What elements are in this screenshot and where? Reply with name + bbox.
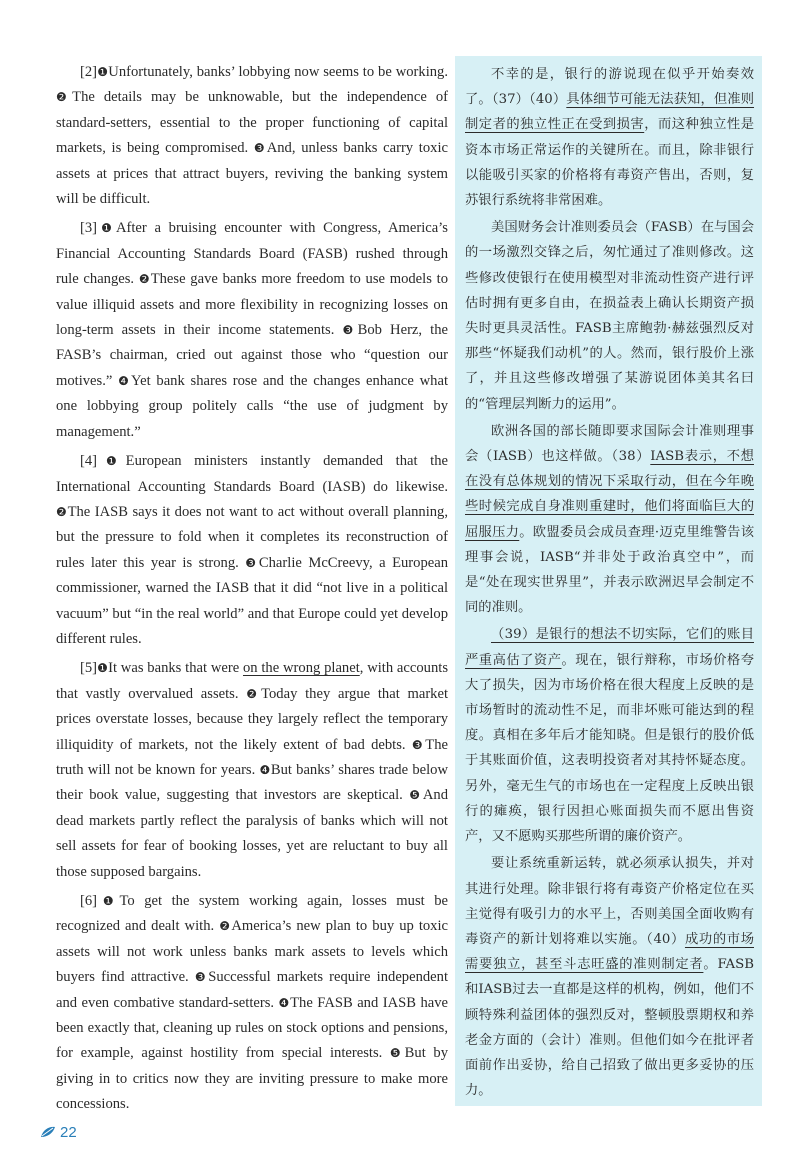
underlined-phrase: on the wrong planet	[242, 660, 360, 677]
paragraph-number: [6]	[80, 893, 98, 909]
sentence: The FASB and IASB have been exactly that, cleaning up rules on stock options and pensions, for example, against hostility from special interests.	[56, 994, 449, 1062]
sentence: Charlie McCreevy, a European commissioner, warned the IASB that it did “not live in a political vacuum” but “in the real world” and that Europe could yet develop different rules.	[56, 554, 449, 647]
sentence: America’s new plan to buy up toxic assets will not work unless banks mark assets to levels which buyers find attractive.	[56, 918, 449, 986]
english-paragraph-3	[56, 216, 448, 445]
paragraph-number: [4]	[80, 453, 98, 470]
sentence: The details may be unknowable, but the independence of standard-setters, essential to the proper functioning of capital markets, is being compromised.	[56, 89, 448, 157]
sentence: But by giving in to critics now they are inviting pressure to make more concessions.	[56, 1045, 448, 1113]
sentence-marker: ❹	[278, 995, 291, 1010]
chinese-paragraph-4	[465, 622, 754, 849]
translation-text: 美国财务会计准则委员会（FASB）在与国会的一场激烈交锋之后，匆忙通过了准则修改。这些修改使银行在使用模型对非流动性资产进行评估时拥有更多自由，在损益表上确认长期资产损失时更具灵活性。FASB主席鲍勃·赫兹强烈反对那些“怀疑我们动机”的人。然而，银行股价上涨了，并且这些修改增强了某游说团体美其名曰的“管理层判断力的运用”。	[465, 220, 754, 412]
sentence: And, unless banks carry toxic assets at prices that attract buyers, reviving the banking system will be difficult.	[56, 140, 448, 208]
paragraph-number: [5]	[80, 660, 98, 677]
sentence: Bob Herz, the FASB’s chairman, cried out against those who “question our motives.”	[56, 322, 448, 389]
page-number: 22	[60, 1123, 77, 1141]
sentence-marker: ❶	[97, 894, 120, 908]
underlined-answer: 具体细节可能无法获知，但准则制定者的独立性正在受到损害	[465, 92, 755, 133]
sentence-marker: ❸	[194, 970, 209, 985]
question-number: （37）（40）	[491, 92, 567, 108]
translation-text: 不幸的是，银行的游说现在似乎开始奏效了。	[465, 67, 754, 108]
sentence-marker: ❶	[97, 65, 109, 79]
english-text-column	[56, 60, 448, 1122]
chinese-paragraph-2	[465, 215, 754, 417]
leaf-icon	[40, 1125, 56, 1139]
sentence-marker: ❶	[97, 454, 126, 469]
sentence: Yet bank shares rose and the changes enhance what one lobbying group politely calls “the use of judgment by management.”	[56, 372, 448, 440]
sentence: Unfortunately, banks’ lobbying now seems to be working.	[108, 64, 448, 80]
sentence: To get the system working again, losses must be recognized and dealt with.	[56, 893, 448, 935]
sentence-marker: ❷	[56, 504, 68, 519]
sentence-marker: ❶	[97, 661, 109, 676]
question-number: （38）	[611, 449, 651, 465]
sentence: Today they argue that market prices overstate losses, because they largely reflect the temporary illiquidity of markets, not the likely extent of bad debts.	[56, 685, 449, 753]
chinese-paragraph-3	[465, 419, 754, 621]
sentence-marker: ❺	[389, 1046, 405, 1061]
underlined-answer: （39）是银行的想法不切实际，它们的账目严重高估了资产	[465, 627, 754, 668]
sentence-marker: ❹	[118, 373, 132, 388]
sentence-marker: ❸	[253, 141, 267, 156]
translation-text: 。欧盟委员会成员查理·迈克里维警告该理事会说，IASB“并非处于政治真空中”，而是“处在现实世界里”，并表示欧洲迟早会制定不同的准则。	[465, 524, 755, 616]
english-paragraph-5	[56, 656, 448, 885]
chinese-paragraph-1	[465, 62, 754, 213]
translation-text: 要让系统重新运转，就必须承认损失，并对其进行处理。除非银行将有毒资产价格定位在买主觉得有吸引力的水平上，否则美国全面收购有毒资产的新计划将难以实施。	[465, 856, 754, 947]
sentence-marker: ❸	[245, 555, 259, 570]
english-paragraph-4	[56, 449, 448, 652]
sentence: After a bruising encounter with Congress, America’s Financial Accounting Standards Board (FASB) rushed through rule changes.	[56, 220, 448, 288]
english-paragraph-2	[56, 60, 448, 212]
sentence: The IASB says it does not want to act without overall planning, but the pressure to fold when it completes its reconstruction of rules later this year is strong.	[56, 503, 448, 571]
sentence: These gave banks more freedom to use models to value illiquid assets and more flexibility in recognizing losses on long-term assets in their income statements.	[56, 271, 448, 339]
underlined-answer: 成功的市场需要独立，甚至斗志旺盛的准则制定者	[465, 931, 754, 973]
sentence: And dead markets partly reflect the paralysis of banks which will not sell assets for fear of booking losses, yet are reluctant to buy all those supposed bargains.	[56, 787, 448, 880]
translation-text: ，而这种独立性是资本市场正常运作的关键所在。而且，除非银行以能吸引买家的价格将有毒资产售出，否则，复苏银行系统将非常困难。	[465, 117, 755, 209]
sentence-marker: ❷	[138, 272, 151, 287]
paragraph-number: [3]	[80, 220, 98, 237]
sentence-marker: ❷	[246, 686, 262, 701]
paragraph-number: [2]	[80, 64, 98, 80]
sentence-marker: ❶	[97, 221, 116, 236]
sentence-marker: ❷	[219, 919, 232, 934]
sentence: But banks’ shares trade below their book value, suggesting that investors are skeptical.	[56, 761, 448, 804]
sentence: It was banks that were	[108, 660, 243, 677]
sentence: , with accounts that vastly overvalued assets.	[56, 660, 448, 702]
sentence: The truth will not be known for years.	[56, 736, 448, 778]
underlined-answer: IASB表示，不想在没有总体规划的情况下采取行动，但在今年晚些时候完成自身准则重建时，他们将面临巨大的屈服压力	[465, 449, 754, 540]
translation-text: 。现在，银行辩称，市场价格夸大了损失，因为市场价格在很大程度上反映的是市场暂时的流动性不足，而非坏账可能达到的程度。真相在多年后才能知晓。但是银行的股价低于其账面价值，这表明投资者对其持怀疑态度。另外，毫无生气的市场也在一定程度上反映出银行的瘫痪，银行因担心账面损失而不愿出售资产，又不愿购买那些所谓的廉价资产。	[465, 652, 755, 845]
translation-text: 。FASB和IASB过去一直都是这样的机构，例如，他们不顾特殊利益团体的强烈反对，整顿股票期权和养老金方面的（会计）准则。但他们如今在批评者面前作出妥协，给自己招致了做出更多妥协的压力。	[465, 957, 754, 1099]
chinese-translation-panel	[455, 56, 762, 1106]
sentence-marker: ❹	[259, 762, 271, 777]
english-paragraph-6	[56, 889, 448, 1118]
sentence-marker: ❺	[409, 788, 423, 803]
sentence: European ministers instantly demanded that the International Accounting Standards Board (IASB) do likewise.	[56, 453, 448, 495]
page-footer	[40, 1122, 77, 1142]
translation-text: 欧洲各国的部长随即要求国际会计准则理事会（IASB）也这样做。	[465, 423, 754, 465]
sentence-marker: ❸	[342, 323, 358, 338]
sentence-marker: ❷	[56, 90, 73, 105]
chinese-paragraph-5	[465, 851, 754, 1103]
sentence: Successful markets require independent and even combative standard-setters.	[56, 969, 448, 1011]
sentence-marker: ❸	[411, 737, 426, 752]
question-number: （40）	[646, 931, 685, 947]
